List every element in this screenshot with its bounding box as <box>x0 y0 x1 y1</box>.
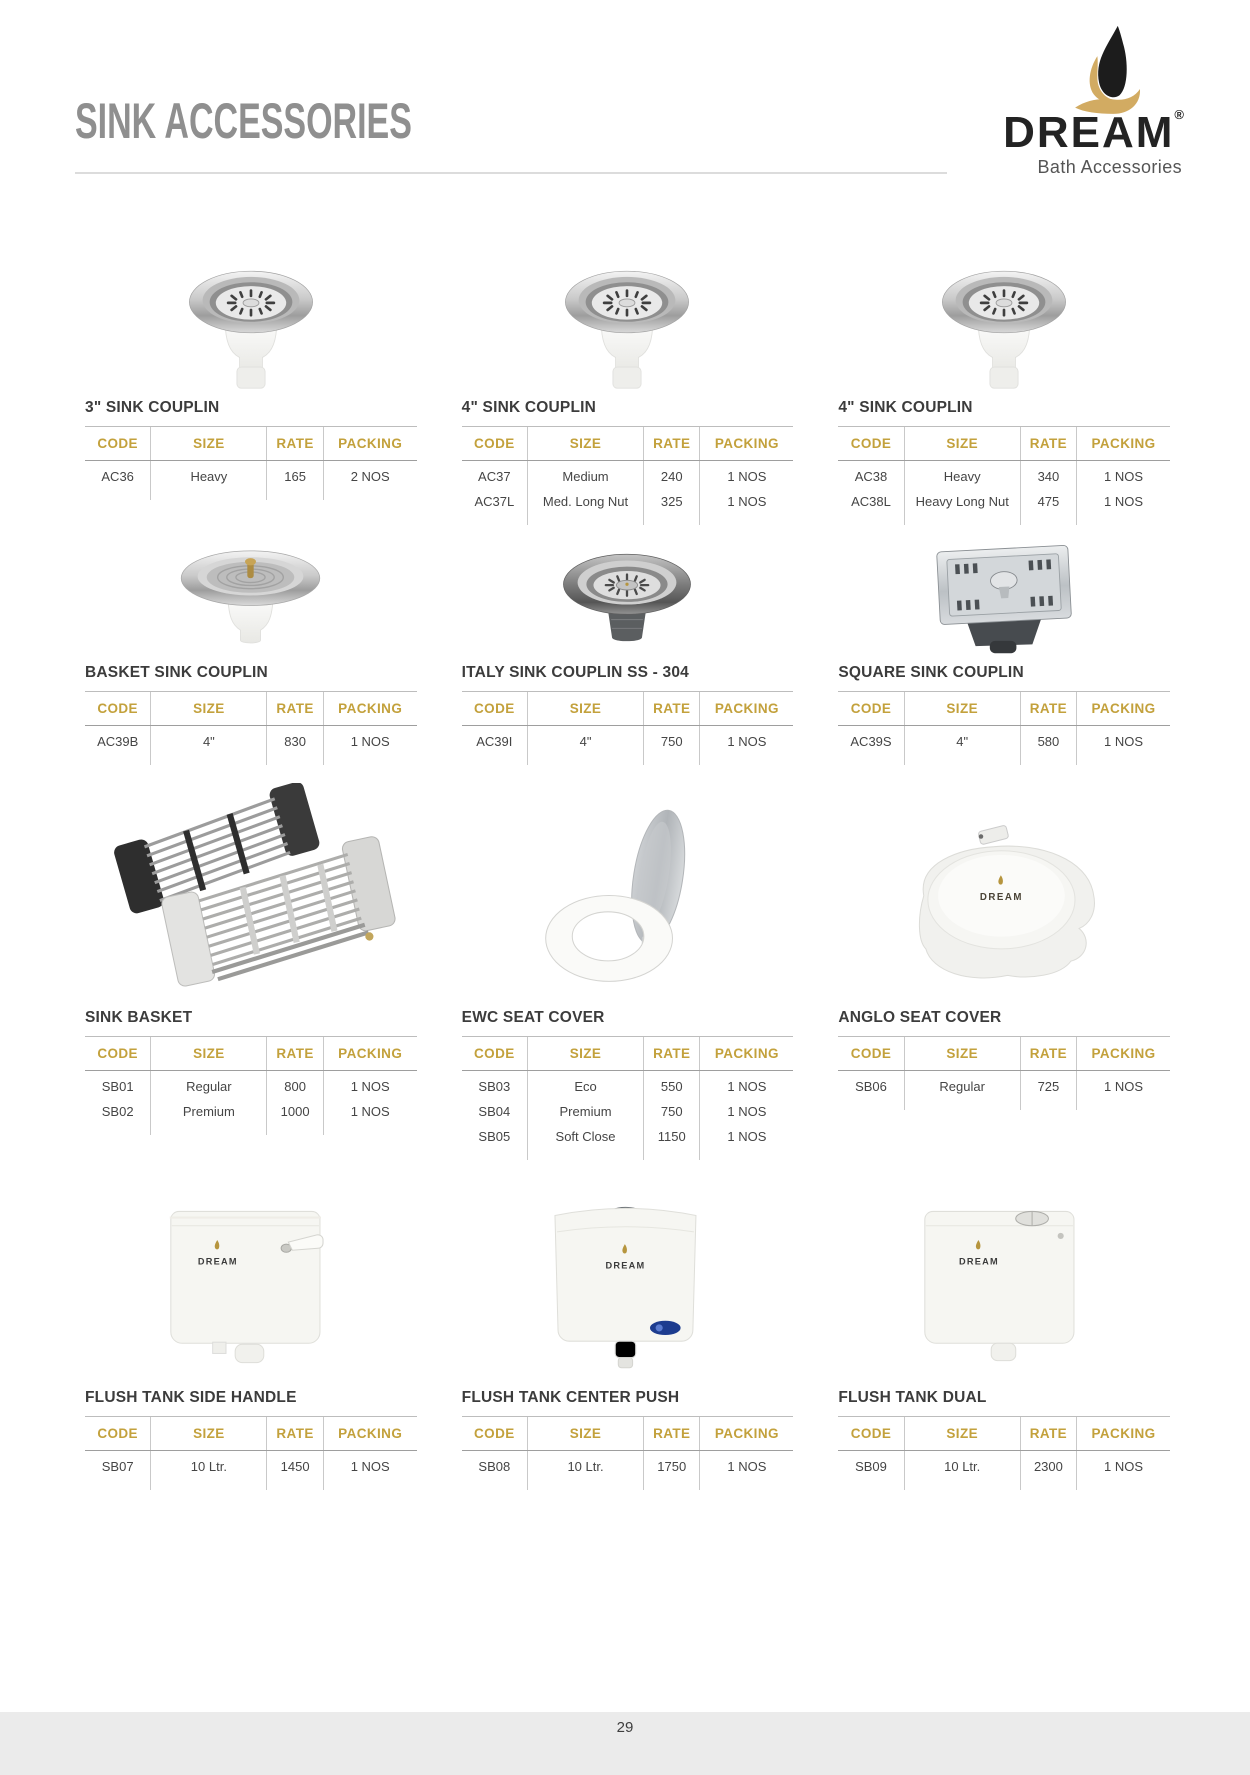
ewc-seat-cover-image <box>462 785 794 1000</box>
cell-code: SB07 <box>85 1451 151 1476</box>
cell-rate: 750 <box>644 726 700 751</box>
column-header-size: SIZE <box>905 1037 1021 1070</box>
column-header-size: SIZE <box>151 1417 267 1450</box>
product-table <box>462 1416 794 1490</box>
column-header-rate: RATE <box>1021 1417 1077 1450</box>
cell-rate: 325 <box>644 486 700 511</box>
column-header-code: CODE <box>85 1037 151 1070</box>
cell-packing: 1 NOS <box>727 1079 767 1094</box>
mini-brand-text: DREAM <box>605 1260 646 1271</box>
cell-rate: 750 <box>644 1096 700 1121</box>
sink-couplin-image <box>838 200 1170 390</box>
product-card-flush-tank-side-handle <box>72 1180 425 1490</box>
cell-rate: 1450 <box>267 1451 323 1476</box>
product-table <box>85 426 417 500</box>
cell-code: AC39S <box>838 726 904 751</box>
cell-size: Heavy <box>151 461 267 486</box>
table-row <box>838 1451 1170 1476</box>
cell-packing: 1 NOS <box>1104 1459 1144 1474</box>
table-row <box>462 1121 794 1146</box>
cell-rate: 340 <box>1021 461 1077 486</box>
column-header-rate: RATE <box>267 692 323 725</box>
product-title: BASKET SINK COUPLIN <box>85 664 268 681</box>
brand-text: DREAM <box>1003 108 1175 157</box>
table-row <box>462 1451 794 1476</box>
cell-packing: 1 NOS <box>350 734 390 749</box>
column-header-rate: RATE <box>644 1037 700 1070</box>
column-header-size: SIZE <box>151 692 267 725</box>
column-header-packing: PACKING <box>338 436 403 451</box>
cell-code: SB08 <box>462 1451 528 1476</box>
column-header-code: CODE <box>462 1037 528 1070</box>
cell-rate: 2300 <box>1021 1451 1077 1476</box>
product-title: 4" SINK COUPLIN <box>838 399 973 416</box>
product-title: EWC SEAT COVER <box>461 1009 605 1026</box>
registered-mark: ® <box>1174 107 1184 122</box>
cell-code: AC37L <box>462 486 528 511</box>
flush-tank-dual-image <box>838 1180 1170 1380</box>
cell-code: SB03 <box>462 1071 528 1096</box>
product-title: FLUSH TANK DUAL <box>838 1389 987 1406</box>
table-row <box>85 726 417 751</box>
cell-size: Soft Close <box>528 1121 644 1146</box>
column-header-code: CODE <box>85 1417 151 1450</box>
product-table <box>838 1036 1170 1110</box>
cell-packing: 1 NOS <box>350 1104 390 1119</box>
product-table <box>838 691 1170 765</box>
flush-tank-center-push-image <box>462 1180 794 1380</box>
brand-tagline: Bath Accessories <box>1037 157 1182 177</box>
cell-packing: 1 NOS <box>727 1459 767 1474</box>
cell-size: Regular <box>905 1071 1021 1096</box>
column-header-packing: PACKING <box>1091 436 1156 451</box>
product-table <box>462 691 794 765</box>
product-card-4in-sink-couplin-medium <box>449 200 802 525</box>
header-divider <box>75 172 947 174</box>
product-card-flush-tank-center-push <box>449 1180 802 1490</box>
cell-packing: 1 NOS <box>1104 469 1144 484</box>
column-header-code: CODE <box>462 427 528 460</box>
page-number: 29 <box>616 1719 634 1736</box>
column-header-code: CODE <box>85 427 151 460</box>
product-title: SINK BASKET <box>85 1009 193 1026</box>
cell-packing: 1 NOS <box>727 469 767 484</box>
cell-rate: 475 <box>1021 486 1077 511</box>
product-table <box>462 1036 794 1160</box>
column-header-rate: RATE <box>644 1417 700 1450</box>
table-row <box>462 1096 794 1121</box>
product-table <box>838 426 1170 525</box>
column-header-code: CODE <box>462 1417 528 1450</box>
column-header-size: SIZE <box>528 427 644 460</box>
table-row <box>85 1451 417 1476</box>
cell-size: 4" <box>528 726 644 751</box>
cell-size: 10 Ltr. <box>905 1451 1021 1476</box>
product-card-anglo-seat-cover <box>825 785 1178 1160</box>
column-header-size: SIZE <box>151 427 267 460</box>
cell-size: 10 Ltr. <box>151 1451 267 1476</box>
table-row <box>838 461 1170 486</box>
table-row <box>85 1096 417 1121</box>
sink-couplin-image <box>85 200 417 390</box>
column-header-packing: PACKING <box>714 701 779 716</box>
product-table <box>85 1416 417 1490</box>
column-header-size: SIZE <box>905 427 1021 460</box>
cell-rate: 800 <box>267 1071 323 1096</box>
cell-rate: 165 <box>267 461 323 486</box>
column-header-packing: PACKING <box>1091 1046 1156 1061</box>
cell-packing: 1 NOS <box>350 1079 390 1094</box>
cell-code: SB09 <box>838 1451 904 1476</box>
cell-packing: 1 NOS <box>727 734 767 749</box>
square-couplin-image <box>838 525 1170 655</box>
italy-couplin-image <box>462 525 794 655</box>
cell-code: SB02 <box>85 1096 151 1121</box>
table-row <box>462 1071 794 1096</box>
column-header-packing: PACKING <box>1091 1426 1156 1441</box>
column-header-code: CODE <box>838 1417 904 1450</box>
column-header-rate: RATE <box>1021 427 1077 460</box>
column-header-code: CODE <box>838 692 904 725</box>
cell-code: SB04 <box>462 1096 528 1121</box>
cell-size: Heavy Long Nut <box>905 486 1021 511</box>
cell-size: Heavy <box>905 461 1021 486</box>
cell-size: 4" <box>151 726 267 751</box>
column-header-rate: RATE <box>644 692 700 725</box>
cell-size: Regular <box>151 1071 267 1096</box>
product-title: FLUSH TANK CENTER PUSH <box>461 1389 680 1406</box>
column-header-rate: RATE <box>644 427 700 460</box>
column-header-size: SIZE <box>528 1417 644 1450</box>
cell-rate: 725 <box>1021 1071 1077 1096</box>
cell-code: SB01 <box>85 1071 151 1096</box>
product-card-square-sink-couplin <box>825 525 1178 765</box>
brand-name <box>1003 108 1184 155</box>
product-table <box>462 426 794 525</box>
product-card-italy-sink-couplin <box>449 525 802 765</box>
sink-basket-image <box>85 785 417 1000</box>
cell-rate: 1150 <box>644 1121 700 1146</box>
page-footer <box>0 1712 1250 1775</box>
cell-code: SB06 <box>838 1071 904 1096</box>
cell-code: AC38L <box>838 486 904 511</box>
cell-rate: 1750 <box>644 1451 700 1476</box>
cell-rate: 580 <box>1021 726 1077 751</box>
column-header-size: SIZE <box>151 1037 267 1070</box>
basket-couplin-image <box>85 525 417 655</box>
cell-packing: 1 NOS <box>727 1104 767 1119</box>
product-card-flush-tank-dual <box>825 1180 1178 1490</box>
column-header-packing: PACKING <box>1091 701 1156 716</box>
table-row <box>838 486 1170 511</box>
cell-packing: 2 NOS <box>350 469 390 484</box>
table-row <box>85 1071 417 1096</box>
cell-rate: 1000 <box>267 1096 323 1121</box>
product-row-3 <box>0 785 1250 1160</box>
cell-packing: 1 NOS <box>350 1459 390 1474</box>
table-row <box>838 726 1170 751</box>
product-table <box>85 691 417 765</box>
column-header-size: SIZE <box>905 1417 1021 1450</box>
cell-rate: 830 <box>267 726 323 751</box>
column-header-code: CODE <box>85 692 151 725</box>
cell-size: Premium <box>528 1096 644 1121</box>
product-table <box>838 1416 1170 1490</box>
page-title: SINK ACCESSORIES <box>75 93 412 149</box>
cell-size: 10 Ltr. <box>528 1451 644 1476</box>
cell-packing: 1 NOS <box>1104 1079 1144 1094</box>
column-header-rate: RATE <box>267 427 323 460</box>
column-header-code: CODE <box>838 1037 904 1070</box>
cell-packing: 1 NOS <box>727 494 767 509</box>
column-header-rate: RATE <box>267 1037 323 1070</box>
table-row <box>462 486 794 511</box>
cell-code: AC38 <box>838 461 904 486</box>
product-row-1 <box>0 200 1250 525</box>
column-header-size: SIZE <box>528 1037 644 1070</box>
product-title: 4" SINK COUPLIN <box>461 399 597 416</box>
product-row-2 <box>0 525 1250 765</box>
product-card-basket-sink-couplin <box>72 525 425 765</box>
column-header-packing: PACKING <box>714 1426 779 1441</box>
cell-size: Eco <box>528 1071 644 1096</box>
cell-code: AC39I <box>462 726 528 751</box>
product-card-sink-basket <box>72 785 425 1160</box>
table-row <box>85 461 417 486</box>
product-title: SQUARE SINK COUPLIN <box>838 664 1024 681</box>
cell-rate: 240 <box>644 461 700 486</box>
product-title: ANGLO SEAT COVER <box>838 1009 1002 1026</box>
column-header-packing: PACKING <box>338 1046 403 1061</box>
cell-rate: 550 <box>644 1071 700 1096</box>
product-title: 3" SINK COUPLIN <box>85 399 220 416</box>
cell-packing: 1 NOS <box>1104 494 1144 509</box>
column-header-size: SIZE <box>528 692 644 725</box>
brand-logo <box>854 24 1184 178</box>
table-row <box>838 1071 1170 1096</box>
column-header-code: CODE <box>462 692 528 725</box>
cell-size: Med. Long Nut <box>528 486 644 511</box>
cell-code: AC37 <box>462 461 528 486</box>
product-card-3in-sink-couplin <box>72 200 425 525</box>
column-header-packing: PACKING <box>714 436 779 451</box>
column-header-rate: RATE <box>267 1417 323 1450</box>
cell-packing: 1 NOS <box>727 1129 767 1144</box>
product-card-4in-sink-couplin-heavy <box>825 200 1178 525</box>
page-header <box>0 0 1250 200</box>
cell-size: 4" <box>905 726 1021 751</box>
column-header-packing: PACKING <box>338 701 403 716</box>
product-row-4 <box>0 1180 1250 1490</box>
cell-packing: 1 NOS <box>1104 734 1144 749</box>
cell-code: SB05 <box>462 1121 528 1146</box>
sink-couplin-image <box>462 200 794 390</box>
flush-tank-side-handle-image <box>85 1180 417 1380</box>
cell-size: Premium <box>151 1096 267 1121</box>
mini-brand-text: DREAM <box>979 891 1023 903</box>
product-table <box>85 1036 417 1135</box>
product-title: FLUSH TANK SIDE HANDLE <box>85 1389 297 1406</box>
table-row <box>462 726 794 751</box>
column-header-code: CODE <box>838 427 904 460</box>
column-header-size: SIZE <box>905 692 1021 725</box>
cell-code: AC36 <box>85 461 151 486</box>
mini-brand-text: DREAM <box>958 1256 999 1267</box>
column-header-rate: RATE <box>1021 692 1077 725</box>
product-card-ewc-seat-cover <box>449 785 802 1160</box>
cell-code: AC39B <box>85 726 151 751</box>
column-header-packing: PACKING <box>338 1426 403 1441</box>
mini-brand-text: DREAM <box>198 1256 239 1267</box>
column-header-packing: PACKING <box>714 1046 779 1061</box>
column-header-rate: RATE <box>1021 1037 1077 1070</box>
cell-size: Medium <box>528 461 644 486</box>
table-row <box>462 461 794 486</box>
anglo-seat-cover-image <box>838 785 1170 1000</box>
product-title: ITALY SINK COUPLIN SS - 304 <box>461 664 689 681</box>
